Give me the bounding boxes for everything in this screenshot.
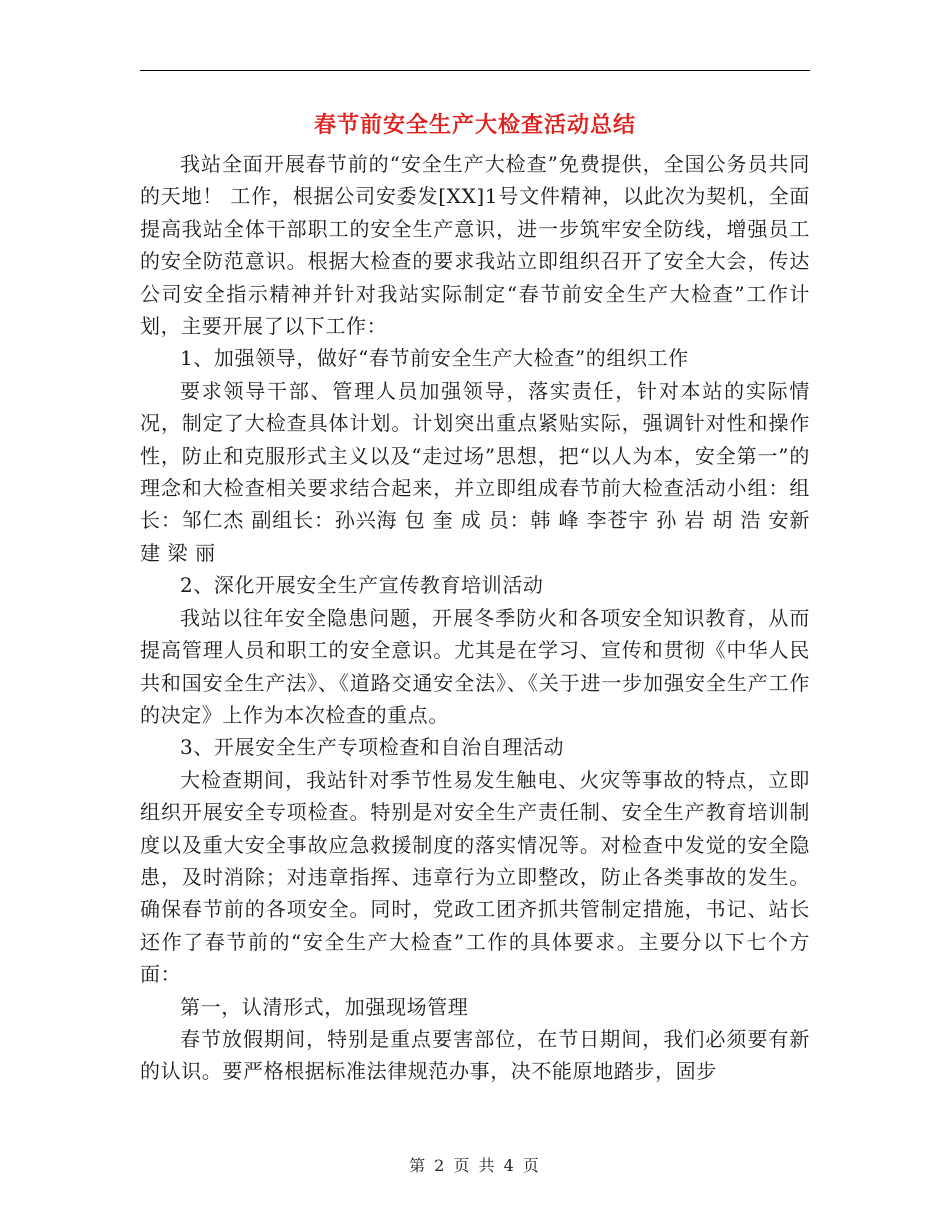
paragraph-section-1: 要求领导干部、管理人员加强领导，落实责任，针对本站的实际情况，制定了大检查具体计划。计划突出重点紧贴实际，强调针对性和操作性，防止和克服形式主义以及“走过场”思想，把“以人为本，安全第一”的理念和大检查相关要求结合起来，并立即组成春节前大检查活动小组：组长：邹仁杰 副组长：孙兴海 包 奎 成 员：韩 峰 李苍宇 孙 岩 胡 浩 安新建 梁 丽 (140, 378, 810, 565)
subsection-heading-first: 第一，认清形式，加强现场管理 (180, 994, 469, 1019)
page-number: 第 2 页 共 4 页 (409, 1156, 541, 1175)
document-body (140, 148, 810, 1088)
section-heading-1: 1、加强领导，做好“春节前安全生产大检查”的组织工作 (180, 346, 689, 371)
section-heading-3: 3、开展安全生产专项检查和自治自理活动 (180, 735, 565, 760)
section-heading-2: 2、深化开展安全生产宣传教育培训活动 (180, 573, 544, 598)
paragraph-section-3: 大检查期间，我站针对季节性易发生触电、火灾等事故的特点，立即组织开展安全专项检查。特别是对安全生产责任制、安全生产教育培训制度以及重大安全事故应急救援制度的落实情况等。对检查中发觉的安全隐患，及时消除；对违章指挥、违章行为立即整改，防止各类事故的发生。确保春节前的各项安全。同时，党政工团齐抓共管制定措施，书记、站长还作了春节前的“安全生产大检查”工作的具体要求。主要分以下七个方面： (140, 767, 810, 987)
header-rule (140, 70, 810, 71)
paragraph-subsection-first: 春节放假期间，特别是重点要害部位，在节日期间，我们必须要有新的认识。要严格根据标准法律规范办事，决不能原地踏步，固步 (140, 1026, 810, 1084)
paragraph-section-2: 我站以往年安全隐患问题，开展冬季防火和各项安全知识教育，从而提高管理人员和职工的安全意识。尤其是在学习、宣传和贯彻《中华人民共和国安全生产法》、《道路交通安全法》、《关于进一步加强安全生产工作的决定》上作为本次检查的重点。 (140, 605, 810, 727)
paragraph-intro: 我站全面开展春节前的“安全生产大检查”免费提供，全国公务员共同的天地！ 工作，根据公司安委发[XX]1号文件精神，以此次为契机，全面提高我站全体干部职工的安全生产意识，进一步筑牢安全防线，增强员工的安全防范意识。根据大检查的要求我站立即组织召开了安全大会，传达公司安全指示精神并针对我站实际制定“春节前安全生产大检查”工作计划，主要开展了以下工作： (140, 152, 810, 339)
document-title: 春节前安全生产大检查活动总结 (313, 112, 636, 138)
